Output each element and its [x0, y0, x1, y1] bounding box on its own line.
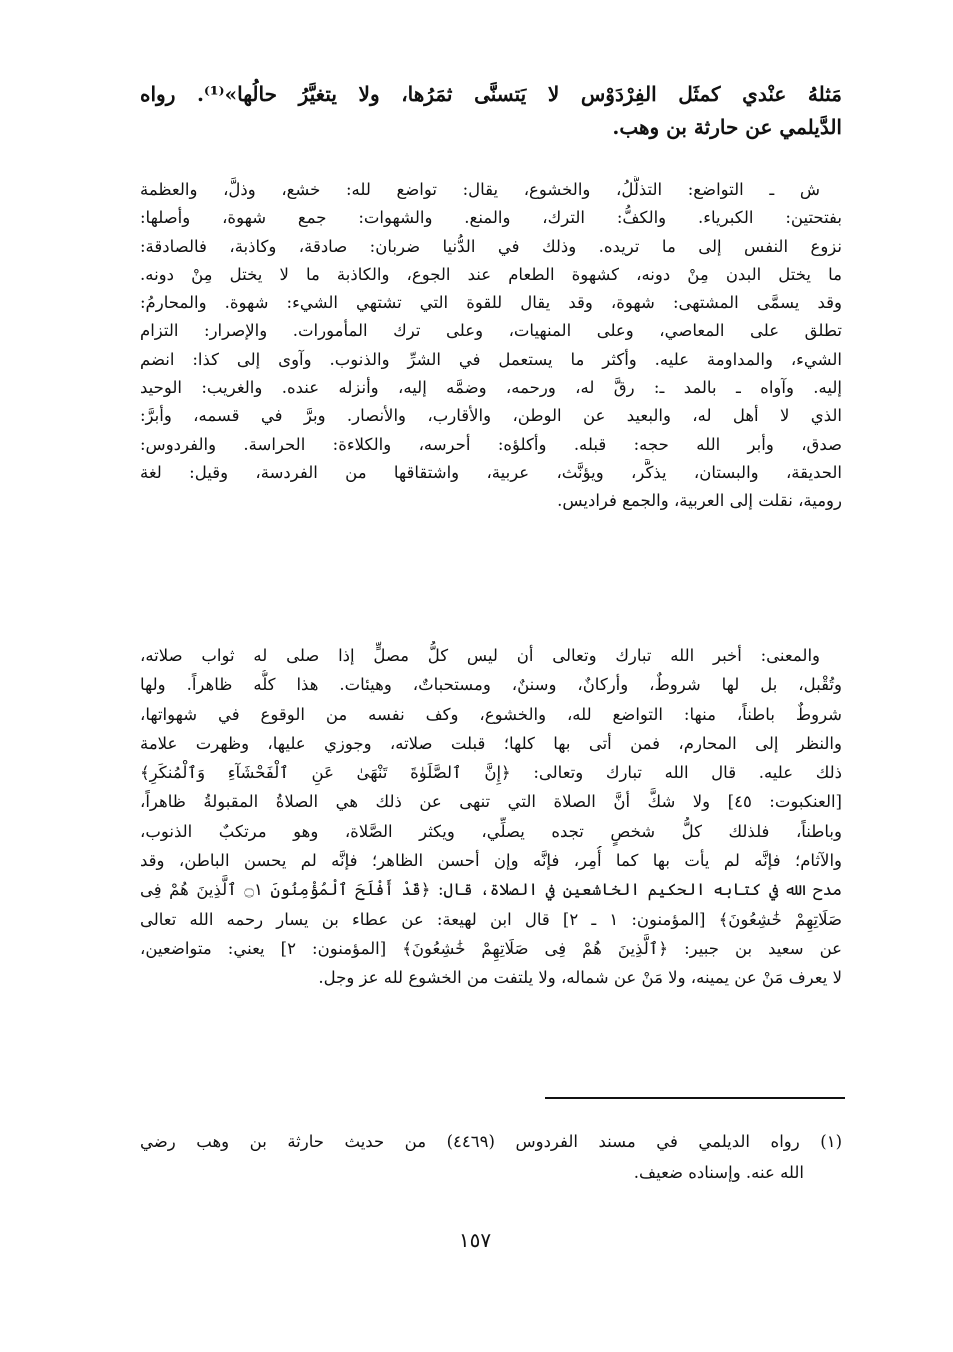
para2-line: مدح الله في كتابه الحكيم الخاشعين في الصلاة، قال: ﴿قَدْ أَفْلَحَ ٱلْمُؤْمِنُونَ ۝١ ٱلَّذِينَ هُمْ فِى — [140, 880, 842, 900]
para1-line: رومية، نقلت إلى العربية، والجمع فراديس. — [557, 491, 842, 511]
para2-line: والمعنى: أخبر الله تبارك وتعالى أن ليس كلُّ مصلٍّ إذا صلى له ثواب صلاته، — [140, 646, 820, 665]
para1-line: الحديقة، والبستان، يذكَّر، ويؤنَّث، عربية، واشتقاقها من الفردسة، وقيل: لغة — [140, 462, 842, 482]
para1-line: صدق، وأبر الله حجه: قبله. وأكلؤه: أحرسه، والكلاءة: الحراسة. والفردوس: — [140, 434, 842, 454]
para1-line: ش ـ التواضع: التذلُّلُ، والخشوع، يقال: تواضع لله: خشع، وذلَّ، والعظمة — [140, 180, 820, 199]
para2-line: لا يعرف مَنْ عن يمينه، ولا مَنْ عن شماله، ولا يلتفت من الخشوع لله عز وجل. — [318, 968, 842, 988]
page-number: ١٥٧ — [458, 1228, 492, 1252]
para1-line: وقد يسمَّى المشتهى: شهوة، وقد يقال للقوة التي تشتهي الشيء: شهوة. والمحارمُ: — [140, 293, 842, 313]
intro-line: مَثلهُ عنْدي كمثَل الفِرْدَوْس لا يَتسنَّى ثمَرُها، ولا يتغيَّرُ حالُها»⁽¹⁾. رواه — [140, 82, 842, 106]
para1-line: تطلق على المعاصي، وعلى المنهيات، وعلى ترك المأمورات. والإصرار: التزام — [140, 321, 842, 341]
footnotes — [140, 1126, 842, 1188]
para2-line: صَلَاتِهِمْ خَٰشِعُونَ﴾ [المؤمنون: ١ ـ ٢] قال ابن لهيعة: عن عطاء بن يسار رحمه الله تعالى — [140, 909, 842, 929]
para1-line: إليه. وآواه ـ بالمد ـ: رقَّ له، ورحمه، وضمَّه إليه، وأنزله عنده. والغريب: الوحيد — [140, 378, 842, 398]
para2-line: عن سعيد بن جبير: ﴿ٱلَّذِينَ هُمْ فِى صَلَاتِهِمْ خَٰشِعُونَ﴾ [المؤمنون: ٢] يعني: متواضعين، — [140, 938, 842, 958]
meaning-paragraph — [140, 641, 842, 993]
para2-line: وتُقْبل، بل لها شروطٌ، وأركانٌ، وسننٌ، ومستحباتٌ، وهيئات. هذا كلُّه ظاهراً. ولها — [140, 675, 842, 695]
para2-line: وباطناً، فلذلك كلُّ شخصٍ تجده يصلِّي، ويكثر الصَّلاة، وهو مرتكبٌ الذنوب، — [140, 821, 842, 841]
para1-line: نزوع النفس إلى ما تريده. وذلك في الدُّنيا ضربان: صادقة، وكاذبة، فالصادقة: — [140, 236, 842, 256]
footnote-divider — [545, 1097, 845, 1099]
hadith-text — [140, 78, 842, 144]
para2-line: [العنكبوت: ٤٥] ولا شكَّ أنَّ الصلاة التي تنهى عن ذلك هي الصلاةُ المقبولةُ ظاهراً، — [140, 792, 842, 812]
para1-line: ما يختل البدن مِنْ دونه، كشهوة الطعام عند الجوع، والكاذبة ما لا يختل مِنْ دونه. — [140, 264, 842, 284]
para2-line: شروطٌ باطناً، منها: التواضع لله، والخشوع، وكف نفسه من الوقوع في شهواتها، — [140, 704, 842, 724]
para1-line: الشيء، والمداومة عليه. وأكثر ما يستعمل في الشرِّ والذنوب. وآوى إلى كذا: انضم — [140, 349, 842, 369]
para1-line: الذي لا أهل له، والبعيد عن الوطن، والأقارب، والأنصار. وبرَّ في قسمه، وأبرَّ: — [140, 406, 842, 426]
para2-line: والآثام؛ فإنَّه لم يأت بها كما أُمِر، فإنَّه وإن أحسن الظاهر؛ فإنَّه لم يحسن الباطن، وقد — [140, 851, 842, 871]
footnotes-line: (١) رواه الديلمي في مسند الفردوس (٤٤٦٩) من حديث حارثة بن وهب رضي — [140, 1132, 842, 1151]
para2-line: ذلك عليه. قال الله تبارك وتعالى: ﴿إِنَّ ٱلصَّلَوٰةَ تَنْهَىٰ عَنِ ٱلْفَحْشَآءِ وَٱلْمُنكَرِ﴾ — [140, 763, 842, 783]
glossary-paragraph — [140, 176, 842, 516]
footnotes-line: الله عنه. وإسناده ضعيف. — [633, 1163, 804, 1182]
para1-line: بفتحتين: الكبرياء. والكفُّ: الترك، والمنع. والشهوات: جمع شهوة، وأصلها: — [140, 208, 842, 228]
intro-line: الدَّيلمي عن حارثة بن وهب. — [612, 115, 842, 139]
para2-line: والنظر إلى المحارم، فمن أتى بها كلها؛ قبلت صلاته، وجوزي عليها، وظهرت علامة — [140, 733, 842, 753]
